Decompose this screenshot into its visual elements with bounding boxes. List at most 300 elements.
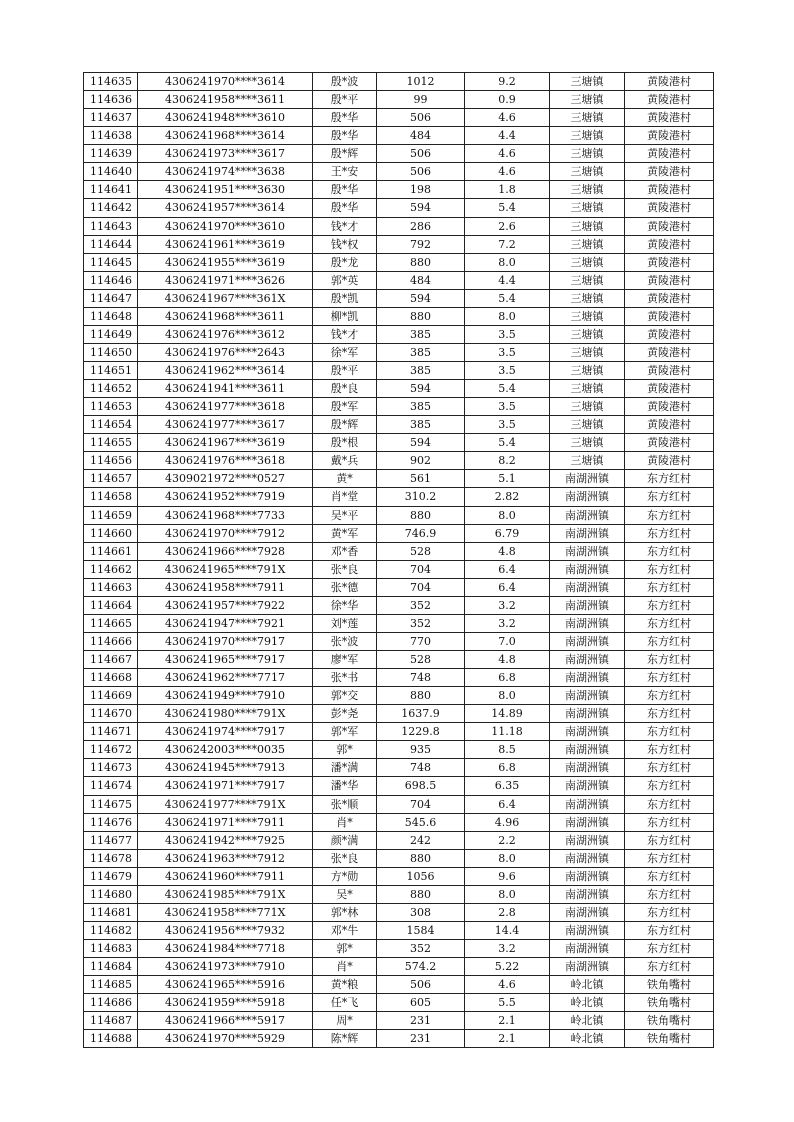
id-number-cell: 4306241955****3619 (138, 253, 313, 271)
village-cell: 铁角嘴村 (625, 994, 714, 1012)
id-number-cell: 4306241970****3610 (138, 217, 313, 235)
row-number-cell: 114653 (84, 398, 138, 416)
quantity-cell: 6.4 (465, 560, 550, 578)
village-cell: 东方红村 (625, 795, 714, 813)
village-cell: 黄陵港村 (625, 91, 714, 109)
row-number-cell: 114654 (84, 416, 138, 434)
table-row (84, 253, 714, 271)
village-cell: 东方红村 (625, 723, 714, 741)
village-cell: 铁角嘴村 (625, 1012, 714, 1030)
town-cell: 南湖洲镇 (550, 777, 625, 795)
table-row (84, 1030, 714, 1048)
row-number-cell: 114688 (84, 1030, 138, 1048)
village-cell: 东方红村 (625, 759, 714, 777)
row-number-cell: 114681 (84, 903, 138, 921)
table-row (84, 362, 714, 380)
row-number-cell: 114650 (84, 343, 138, 361)
village-cell: 黄陵港村 (625, 416, 714, 434)
id-number-cell: 4306241965****5916 (138, 976, 313, 994)
name-cell: 钱*才 (313, 217, 377, 235)
table-row (84, 199, 714, 217)
id-number-cell: 4306241984****7718 (138, 940, 313, 958)
id-number-cell: 4306241966****7928 (138, 542, 313, 560)
id-number-cell: 4306241959****5918 (138, 994, 313, 1012)
id-number-cell: 4306241951****3630 (138, 181, 313, 199)
row-number-cell: 114671 (84, 723, 138, 741)
row-number-cell: 114659 (84, 506, 138, 524)
id-number-cell: 4306241963****7912 (138, 849, 313, 867)
id-number-cell: 4306241970****7912 (138, 524, 313, 542)
name-cell: 郭* (313, 940, 377, 958)
town-cell: 南湖洲镇 (550, 940, 625, 958)
table-row (84, 777, 714, 795)
village-cell: 东方红村 (625, 831, 714, 849)
quantity-cell: 11.18 (465, 723, 550, 741)
id-number-cell: 4306241949****7910 (138, 687, 313, 705)
id-number-cell: 4306241957****3614 (138, 199, 313, 217)
id-number-cell: 4306241977****791X (138, 795, 313, 813)
town-cell: 南湖洲镇 (550, 813, 625, 831)
town-cell: 三塘镇 (550, 434, 625, 452)
quantity-cell: 3.2 (465, 596, 550, 614)
name-cell: 钱*才 (313, 325, 377, 343)
amount-cell: 902 (377, 452, 465, 470)
row-number-cell: 114686 (84, 994, 138, 1012)
row-number-cell: 114646 (84, 271, 138, 289)
village-cell: 黄陵港村 (625, 362, 714, 380)
name-cell: 郭* (313, 741, 377, 759)
village-cell: 东方红村 (625, 669, 714, 687)
quantity-cell: 4.6 (465, 145, 550, 163)
village-cell: 黄陵港村 (625, 181, 714, 199)
amount-cell: 198 (377, 181, 465, 199)
table-row (84, 723, 714, 741)
quantity-cell: 8.0 (465, 307, 550, 325)
name-cell: 郭*英 (313, 271, 377, 289)
quantity-cell: 5.4 (465, 380, 550, 398)
town-cell: 南湖洲镇 (550, 614, 625, 632)
quantity-cell: 6.35 (465, 777, 550, 795)
quantity-cell: 5.5 (465, 994, 550, 1012)
row-number-cell: 114635 (84, 73, 138, 91)
amount-cell: 528 (377, 542, 465, 560)
table-row (84, 831, 714, 849)
quantity-cell: 8.0 (465, 253, 550, 271)
amount-cell: 528 (377, 651, 465, 669)
amount-cell: 352 (377, 614, 465, 632)
village-cell: 东方红村 (625, 903, 714, 921)
amount-cell: 99 (377, 91, 465, 109)
table-row (84, 885, 714, 903)
id-number-cell: 4306241957****7922 (138, 596, 313, 614)
town-cell: 岭北镇 (550, 976, 625, 994)
quantity-cell: 8.0 (465, 506, 550, 524)
name-cell: 邓*牛 (313, 921, 377, 939)
row-number-cell: 114657 (84, 470, 138, 488)
town-cell: 南湖洲镇 (550, 705, 625, 723)
amount-cell: 231 (377, 1012, 465, 1030)
id-number-cell: 4306241962****7717 (138, 669, 313, 687)
table-row (84, 976, 714, 994)
row-number-cell: 114636 (84, 91, 138, 109)
village-cell: 黄陵港村 (625, 109, 714, 127)
village-cell: 东方红村 (625, 542, 714, 560)
amount-cell: 880 (377, 885, 465, 903)
id-number-cell: 4306241980****791X (138, 705, 313, 723)
village-cell: 黄陵港村 (625, 217, 714, 235)
village-cell: 黄陵港村 (625, 452, 714, 470)
amount-cell: 385 (377, 343, 465, 361)
town-cell: 南湖洲镇 (550, 542, 625, 560)
town-cell: 三塘镇 (550, 91, 625, 109)
id-number-cell: 4306241958****771X (138, 903, 313, 921)
town-cell: 三塘镇 (550, 307, 625, 325)
name-cell: 张*良 (313, 849, 377, 867)
table-row (84, 903, 714, 921)
village-cell: 东方红村 (625, 470, 714, 488)
id-number-cell: 4306241974****7917 (138, 723, 313, 741)
name-cell: 潘*满 (313, 759, 377, 777)
town-cell: 南湖洲镇 (550, 470, 625, 488)
town-cell: 三塘镇 (550, 325, 625, 343)
town-cell: 三塘镇 (550, 109, 625, 127)
row-number-cell: 114668 (84, 669, 138, 687)
name-cell: 肖* (313, 813, 377, 831)
table-row (84, 632, 714, 650)
name-cell: 张*德 (313, 578, 377, 596)
name-cell: 殷*华 (313, 109, 377, 127)
id-number-cell: 4306241977****3617 (138, 416, 313, 434)
amount-cell: 506 (377, 976, 465, 994)
amount-cell: 545.6 (377, 813, 465, 831)
amount-cell: 704 (377, 795, 465, 813)
amount-cell: 286 (377, 217, 465, 235)
table-row (84, 578, 714, 596)
quantity-cell: 1.8 (465, 181, 550, 199)
amount-cell: 748 (377, 759, 465, 777)
name-cell: 廖*军 (313, 651, 377, 669)
village-cell: 东方红村 (625, 560, 714, 578)
quantity-cell: 3.5 (465, 362, 550, 380)
village-cell: 黄陵港村 (625, 73, 714, 91)
id-number-cell: 4306241976****3618 (138, 452, 313, 470)
town-cell: 南湖洲镇 (550, 795, 625, 813)
quantity-cell: 8.2 (465, 452, 550, 470)
row-number-cell: 114661 (84, 542, 138, 560)
table-row (84, 163, 714, 181)
row-number-cell: 114674 (84, 777, 138, 795)
row-number-cell: 114660 (84, 524, 138, 542)
amount-cell: 704 (377, 560, 465, 578)
id-number-cell: 4306241970****7917 (138, 632, 313, 650)
table-row (84, 669, 714, 687)
row-number-cell: 114647 (84, 289, 138, 307)
town-cell: 南湖洲镇 (550, 632, 625, 650)
row-number-cell: 114666 (84, 632, 138, 650)
name-cell: 刘*莲 (313, 614, 377, 632)
name-cell: 张*顺 (313, 795, 377, 813)
quantity-cell: 6.4 (465, 578, 550, 596)
quantity-cell: 6.4 (465, 795, 550, 813)
amount-cell: 385 (377, 416, 465, 434)
amount-cell: 594 (377, 199, 465, 217)
name-cell: 颜*满 (313, 831, 377, 849)
quantity-cell: 2.6 (465, 217, 550, 235)
amount-cell: 506 (377, 163, 465, 181)
table-row (84, 127, 714, 145)
quantity-cell: 3.5 (465, 398, 550, 416)
name-cell: 殷*龙 (313, 253, 377, 271)
village-cell: 黄陵港村 (625, 271, 714, 289)
table-row (84, 614, 714, 632)
village-cell: 黄陵港村 (625, 199, 714, 217)
town-cell: 南湖洲镇 (550, 958, 625, 976)
town-cell: 三塘镇 (550, 127, 625, 145)
amount-cell: 792 (377, 235, 465, 253)
village-cell: 东方红村 (625, 958, 714, 976)
amount-cell: 748 (377, 669, 465, 687)
amount-cell: 506 (377, 109, 465, 127)
table-row (84, 380, 714, 398)
name-cell: 殷*平 (313, 91, 377, 109)
table-row (84, 398, 714, 416)
id-number-cell: 4306241968****3611 (138, 307, 313, 325)
amount-cell: 242 (377, 831, 465, 849)
table-row (84, 867, 714, 885)
name-cell: 徐*军 (313, 343, 377, 361)
row-number-cell: 114640 (84, 163, 138, 181)
row-number-cell: 114683 (84, 940, 138, 958)
name-cell: 殷*军 (313, 398, 377, 416)
village-cell: 东方红村 (625, 687, 714, 705)
row-number-cell: 114658 (84, 488, 138, 506)
town-cell: 南湖洲镇 (550, 903, 625, 921)
name-cell: 钱*权 (313, 235, 377, 253)
records-table (83, 72, 714, 1048)
village-cell: 东方红村 (625, 849, 714, 867)
amount-cell: 352 (377, 596, 465, 614)
amount-cell: 746.9 (377, 524, 465, 542)
village-cell: 黄陵港村 (625, 343, 714, 361)
quantity-cell: 5.4 (465, 199, 550, 217)
village-cell: 东方红村 (625, 596, 714, 614)
amount-cell: 308 (377, 903, 465, 921)
name-cell: 张*良 (313, 560, 377, 578)
amount-cell: 594 (377, 289, 465, 307)
town-cell: 南湖洲镇 (550, 687, 625, 705)
quantity-cell: 4.8 (465, 542, 550, 560)
quantity-cell: 9.2 (465, 73, 550, 91)
table-row (84, 1012, 714, 1030)
town-cell: 岭北镇 (550, 994, 625, 1012)
amount-cell: 880 (377, 307, 465, 325)
amount-cell: 594 (377, 434, 465, 452)
table-row (84, 759, 714, 777)
amount-cell: 605 (377, 994, 465, 1012)
amount-cell: 704 (377, 578, 465, 596)
id-number-cell: 4306241958****7911 (138, 578, 313, 596)
quantity-cell: 14.89 (465, 705, 550, 723)
quantity-cell: 4.4 (465, 127, 550, 145)
village-cell: 黄陵港村 (625, 163, 714, 181)
table-row (84, 560, 714, 578)
town-cell: 南湖洲镇 (550, 524, 625, 542)
name-cell: 任*飞 (313, 994, 377, 1012)
row-number-cell: 114645 (84, 253, 138, 271)
row-number-cell: 114662 (84, 560, 138, 578)
name-cell: 殷*波 (313, 73, 377, 91)
town-cell: 南湖洲镇 (550, 849, 625, 867)
name-cell: 徐*华 (313, 596, 377, 614)
quantity-cell: 7.0 (465, 632, 550, 650)
town-cell: 南湖洲镇 (550, 669, 625, 687)
town-cell: 南湖洲镇 (550, 921, 625, 939)
row-number-cell: 114652 (84, 380, 138, 398)
amount-cell: 506 (377, 145, 465, 163)
town-cell: 岭北镇 (550, 1030, 625, 1048)
village-cell: 东方红村 (625, 885, 714, 903)
village-cell: 黄陵港村 (625, 398, 714, 416)
name-cell: 肖*堂 (313, 488, 377, 506)
row-number-cell: 114656 (84, 452, 138, 470)
table-row (84, 343, 714, 361)
village-cell: 铁角嘴村 (625, 1030, 714, 1048)
amount-cell: 880 (377, 506, 465, 524)
row-number-cell: 114644 (84, 235, 138, 253)
town-cell: 三塘镇 (550, 380, 625, 398)
quantity-cell: 3.2 (465, 940, 550, 958)
table-row (84, 542, 714, 560)
quantity-cell: 7.2 (465, 235, 550, 253)
quantity-cell: 3.2 (465, 614, 550, 632)
quantity-cell: 2.82 (465, 488, 550, 506)
name-cell: 吴* (313, 885, 377, 903)
table-row (84, 795, 714, 813)
village-cell: 东方红村 (625, 777, 714, 795)
name-cell: 殷*辉 (313, 145, 377, 163)
row-number-cell: 114685 (84, 976, 138, 994)
amount-cell: 1012 (377, 73, 465, 91)
id-number-cell: 4306241965****7917 (138, 651, 313, 669)
amount-cell: 880 (377, 687, 465, 705)
amount-cell: 310.2 (377, 488, 465, 506)
table-row (84, 741, 714, 759)
village-cell: 东方红村 (625, 488, 714, 506)
village-cell: 东方红村 (625, 524, 714, 542)
table-row (84, 307, 714, 325)
village-cell: 东方红村 (625, 651, 714, 669)
town-cell: 南湖洲镇 (550, 488, 625, 506)
village-cell: 黄陵港村 (625, 235, 714, 253)
amount-cell: 574.2 (377, 958, 465, 976)
id-number-cell: 4306241945****7913 (138, 759, 313, 777)
row-number-cell: 114649 (84, 325, 138, 343)
name-cell: 郭*林 (313, 903, 377, 921)
village-cell: 东方红村 (625, 921, 714, 939)
row-number-cell: 114651 (84, 362, 138, 380)
village-cell: 东方红村 (625, 940, 714, 958)
table-row (84, 687, 714, 705)
town-cell: 南湖洲镇 (550, 651, 625, 669)
amount-cell: 385 (377, 362, 465, 380)
table-row (84, 109, 714, 127)
row-number-cell: 114638 (84, 127, 138, 145)
row-number-cell: 114673 (84, 759, 138, 777)
row-number-cell: 114642 (84, 199, 138, 217)
id-number-cell: 4306241952****7919 (138, 488, 313, 506)
row-number-cell: 114677 (84, 831, 138, 849)
row-number-cell: 114687 (84, 1012, 138, 1030)
town-cell: 南湖洲镇 (550, 867, 625, 885)
id-number-cell: 4306241961****3619 (138, 235, 313, 253)
quantity-cell: 14.4 (465, 921, 550, 939)
village-cell: 铁角嘴村 (625, 976, 714, 994)
table-row (84, 921, 714, 939)
quantity-cell: 3.5 (465, 325, 550, 343)
quantity-cell: 3.5 (465, 343, 550, 361)
village-cell: 黄陵港村 (625, 145, 714, 163)
town-cell: 三塘镇 (550, 362, 625, 380)
id-number-cell: 4306241966****5917 (138, 1012, 313, 1030)
amount-cell: 1229.8 (377, 723, 465, 741)
amount-cell: 935 (377, 741, 465, 759)
row-number-cell: 114672 (84, 741, 138, 759)
name-cell: 黄* (313, 470, 377, 488)
id-number-cell: 4306241970****3614 (138, 73, 313, 91)
town-cell: 三塘镇 (550, 343, 625, 361)
row-number-cell: 114667 (84, 651, 138, 669)
amount-cell: 880 (377, 849, 465, 867)
village-cell: 东方红村 (625, 506, 714, 524)
id-number-cell: 4306241973****3617 (138, 145, 313, 163)
id-number-cell: 4306241976****2643 (138, 343, 313, 361)
table-row (84, 235, 714, 253)
id-number-cell: 4306241971****3626 (138, 271, 313, 289)
village-cell: 黄陵港村 (625, 380, 714, 398)
id-number-cell: 4306241968****3614 (138, 127, 313, 145)
name-cell: 殷*华 (313, 127, 377, 145)
amount-cell: 561 (377, 470, 465, 488)
table-row (84, 849, 714, 867)
id-number-cell: 4306241971****7917 (138, 777, 313, 795)
name-cell: 戴*兵 (313, 452, 377, 470)
town-cell: 三塘镇 (550, 235, 625, 253)
name-cell: 殷*良 (313, 380, 377, 398)
town-cell: 三塘镇 (550, 181, 625, 199)
table-row (84, 416, 714, 434)
table-row (84, 325, 714, 343)
town-cell: 南湖洲镇 (550, 885, 625, 903)
town-cell: 南湖洲镇 (550, 578, 625, 596)
row-number-cell: 114669 (84, 687, 138, 705)
quantity-cell: 8.5 (465, 741, 550, 759)
quantity-cell: 4.6 (465, 109, 550, 127)
village-cell: 黄陵港村 (625, 127, 714, 145)
table-row (84, 271, 714, 289)
town-cell: 三塘镇 (550, 452, 625, 470)
row-number-cell: 114663 (84, 578, 138, 596)
town-cell: 三塘镇 (550, 271, 625, 289)
town-cell: 三塘镇 (550, 253, 625, 271)
quantity-cell: 5.1 (465, 470, 550, 488)
name-cell: 殷*凯 (313, 289, 377, 307)
town-cell: 三塘镇 (550, 73, 625, 91)
row-number-cell: 114639 (84, 145, 138, 163)
quantity-cell: 2.1 (465, 1012, 550, 1030)
amount-cell: 484 (377, 271, 465, 289)
row-number-cell: 114655 (84, 434, 138, 452)
id-number-cell: 4306241956****7932 (138, 921, 313, 939)
